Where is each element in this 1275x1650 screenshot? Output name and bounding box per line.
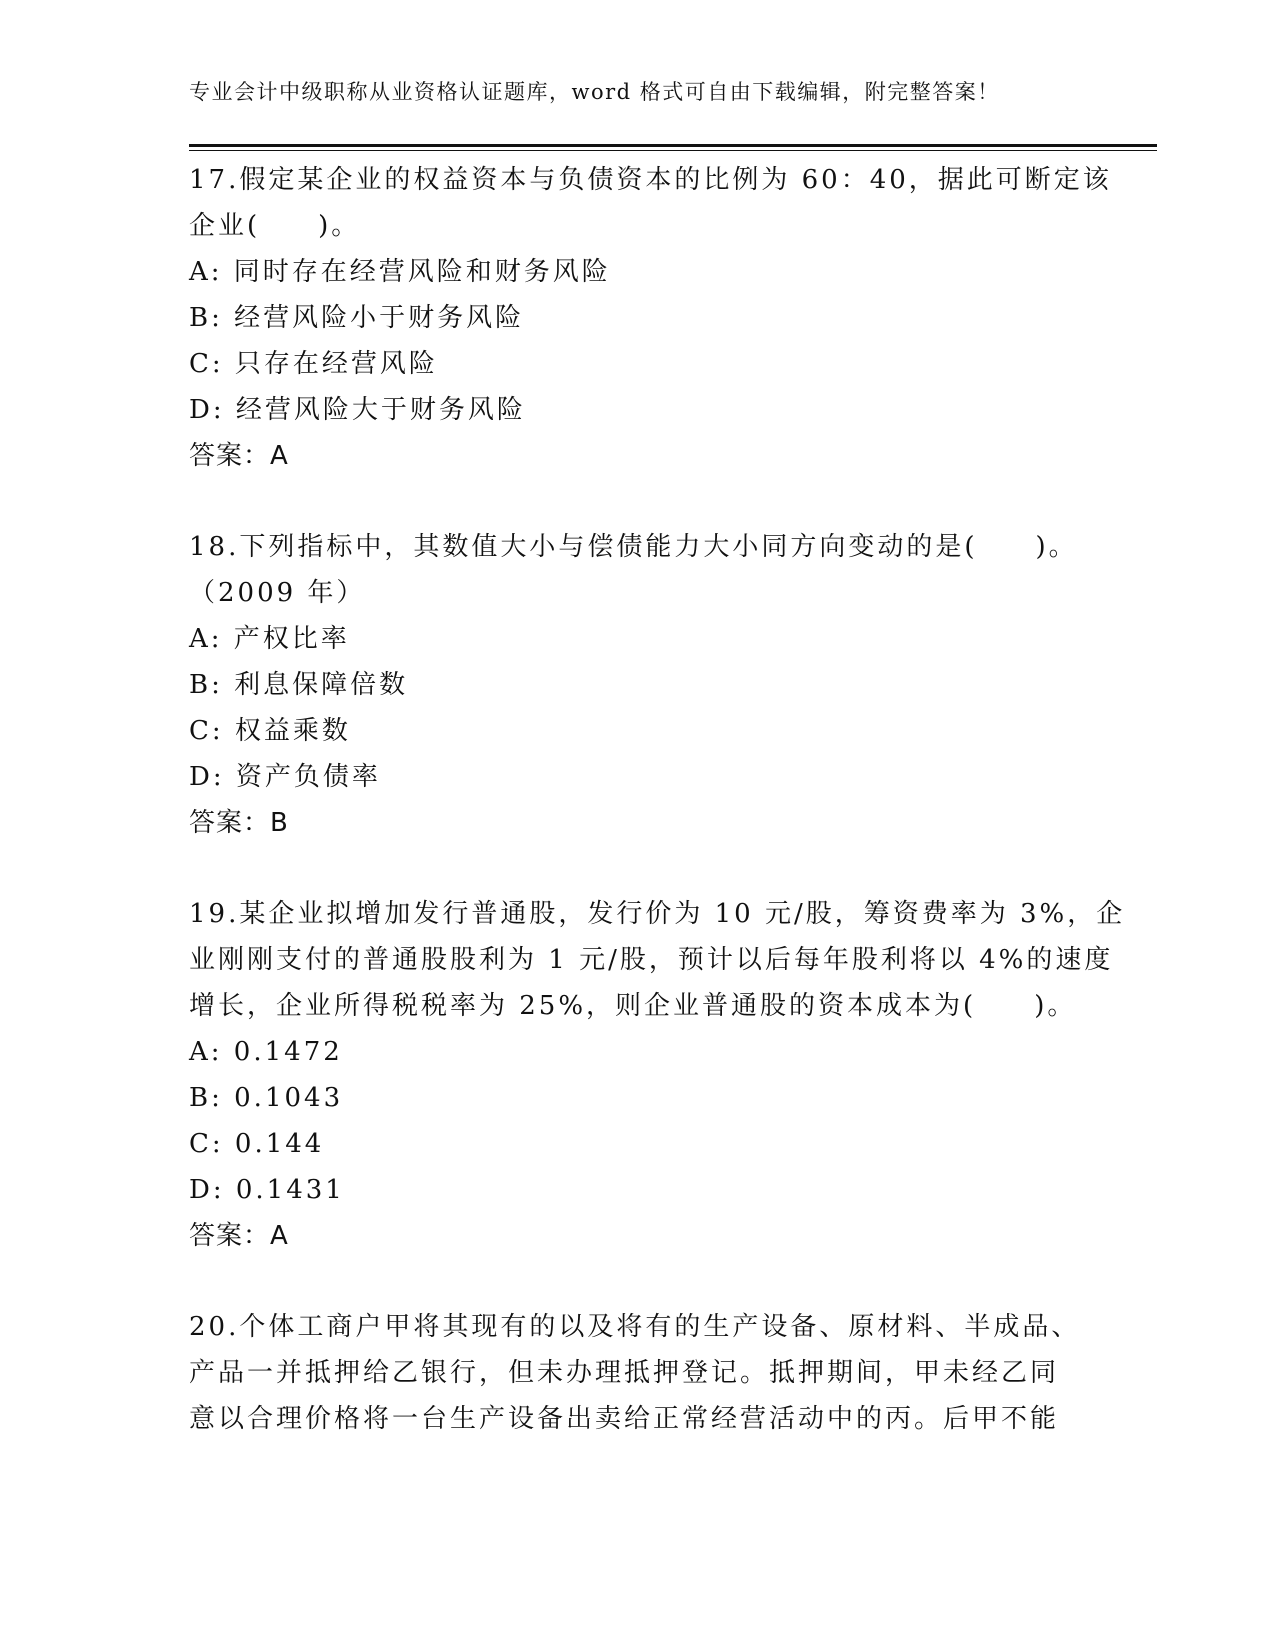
question-list bbox=[189, 157, 1126, 1442]
question-stem-line: 意以合理价格将一台生产设备出卖给正常经营活动中的丙。后甲不能 bbox=[189, 1404, 1060, 1434]
question-spacer bbox=[189, 1259, 1089, 1304]
header-rule-thin bbox=[189, 150, 1157, 151]
question-17 bbox=[189, 157, 1112, 479]
question-stem-line: 17.假定某企业的权益资本与负债资本的比例为 60：40，据此可断定该 bbox=[189, 165, 1112, 195]
question-stem-line: 企业( )。 bbox=[189, 211, 361, 241]
answer-line: 答案：A bbox=[189, 1221, 289, 1251]
option-c: C: 0.144 bbox=[189, 1129, 325, 1159]
option-d: D: 0.1431 bbox=[189, 1175, 345, 1205]
header-rule-thick bbox=[189, 144, 1157, 147]
option-b: B: 利息保障倍数 bbox=[189, 670, 409, 700]
question-stem-line: 业刚刚支付的普通股股利为 1 元/股，预计以后每年股利将以 4%的速度 bbox=[189, 945, 1114, 975]
question-stem-line: 产品一并抵押给乙银行，但未办理抵押登记。抵押期间，甲未经乙同 bbox=[189, 1358, 1060, 1388]
option-b: B: 经营风险小于财务风险 bbox=[189, 303, 525, 333]
option-c: C: 只存在经营风险 bbox=[189, 349, 438, 379]
option-a: A: 0.1472 bbox=[189, 1037, 343, 1067]
option-a: A: 产权比率 bbox=[189, 624, 350, 654]
question-stem-line: （2009 年） bbox=[189, 578, 366, 608]
option-d: D: 资产负债率 bbox=[189, 762, 381, 792]
question-stem-line: 20.个体工商户甲将其现有的以及将有的生产设备、原材料、半成品、 bbox=[189, 1312, 1081, 1342]
answer-line: 答案：B bbox=[189, 808, 289, 838]
question-spacer bbox=[189, 479, 1089, 524]
question-19 bbox=[189, 891, 1126, 1259]
page-header: 专业会计中级职称从业资格认证题库，word 格式可自由下载编辑，附完整答案！ bbox=[189, 80, 1000, 104]
option-a: A: 同时存在经营风险和财务风险 bbox=[189, 257, 611, 287]
question-18 bbox=[189, 524, 1089, 846]
question-stem-line: 18.下列指标中，其数值大小与偿债能力大小同方向变动的是( )。 bbox=[189, 532, 1078, 562]
question-20 bbox=[189, 1304, 1089, 1442]
question-stem-line: 19.某企业拟增加发行普通股，发行价为 10 元/股，筹资费率为 3%，企 bbox=[189, 899, 1126, 929]
option-b: B: 0.1043 bbox=[189, 1083, 344, 1113]
option-c: C: 权益乘数 bbox=[189, 716, 351, 746]
answer-line: 答案：A bbox=[189, 441, 289, 471]
question-stem-line: 增长，企业所得税税率为 25%，则企业普通股的资本成本为( )。 bbox=[189, 991, 1077, 1021]
question-spacer bbox=[189, 846, 1089, 891]
option-d: D: 经营风险大于财务风险 bbox=[189, 395, 526, 425]
